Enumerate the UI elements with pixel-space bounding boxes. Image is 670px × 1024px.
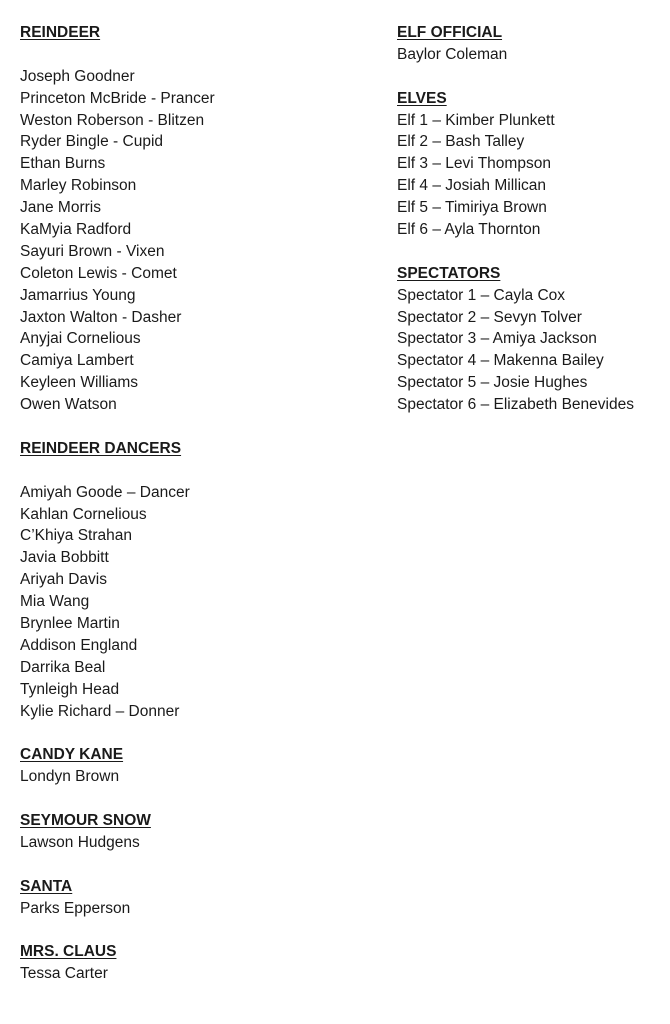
- right-column: [397, 22, 667, 416]
- member-name: Javia Bobbitt: [20, 549, 109, 567]
- section-heading: SEYMOUR SNOW: [20, 812, 151, 830]
- member-name: Keyleen Williams: [20, 374, 139, 392]
- member-name: C’Khiya Strahan: [20, 527, 133, 545]
- member-name: Brynlee Martin: [20, 615, 120, 633]
- member-name: Marley Robinson: [20, 177, 137, 195]
- member-name: Addison England: [20, 636, 138, 654]
- member-list: [20, 898, 380, 920]
- member-name: Camiya Lambert: [20, 352, 134, 370]
- member-name: Tessa Carter: [20, 965, 108, 983]
- member-name: Elf 5 – Timiriya Brown: [397, 199, 547, 217]
- section-heading: ELVES: [397, 89, 447, 107]
- section-heading: ELF OFFICIAL: [397, 24, 503, 41]
- member-name: Amiyah Goode – Dancer: [20, 483, 190, 501]
- section-heading: SPECTATORS: [397, 264, 501, 282]
- member-name: Kahlan Cornelious: [20, 505, 147, 523]
- member-name: Spectator 3 – Amiya Jackson: [397, 330, 597, 348]
- section-santa: [20, 876, 380, 920]
- member-name: Anyjai Cornelious: [20, 330, 141, 348]
- member-name: Spectator 5 – Josie Hughes: [397, 374, 588, 392]
- member-name: Spectator 6 – Elizabeth Benevides: [397, 396, 634, 414]
- member-name: Coleton Lewis - Comet: [20, 264, 177, 282]
- section-spectators: [397, 263, 667, 416]
- member-name: Joseph Goodner: [20, 67, 135, 85]
- member-name: Tynleigh Head: [20, 680, 120, 698]
- member-name: Spectator 1 – Cayla Cox: [397, 286, 566, 304]
- section-heading: REINDEER: [20, 24, 101, 41]
- member-name: Baylor Coleman: [397, 45, 508, 63]
- section-candy-kane: [20, 744, 380, 788]
- member-name: Sayuri Brown - Vixen: [20, 242, 165, 260]
- member-name: Elf 3 – Levi Thompson: [397, 155, 551, 173]
- member-name: Darrika Beal: [20, 658, 106, 676]
- member-list: [397, 285, 667, 416]
- section-reindeer: [20, 22, 380, 416]
- member-name: Elf 4 – Josiah Millican: [397, 177, 547, 195]
- member-name: Weston Roberson - Blitzen: [20, 111, 205, 129]
- member-name: Jaxton Walton - Dasher: [20, 308, 182, 326]
- section-reindeer-dancers: [20, 438, 380, 723]
- member-list: [20, 963, 380, 985]
- section-seymour-snow: [20, 810, 380, 854]
- member-name: Mia Wang: [20, 593, 90, 611]
- member-list: [20, 482, 380, 723]
- section-elves: [397, 88, 667, 241]
- member-name: Elf 2 – Bash Talley: [397, 133, 525, 151]
- member-name: Parks Epperson: [20, 899, 131, 917]
- member-list: [20, 766, 380, 788]
- member-name: Spectator 4 – Makenna Bailey: [397, 352, 604, 370]
- member-name: Ryder Bingle - Cupid: [20, 133, 164, 151]
- left-column: [20, 22, 380, 985]
- member-name: Princeton McBride - Prancer: [20, 89, 215, 107]
- section-elf-official: [397, 22, 667, 66]
- section-heading: SANTA: [20, 877, 73, 895]
- member-name: Ariyah Davis: [20, 571, 107, 589]
- member-name: Lawson Hudgens: [20, 833, 140, 851]
- section-heading: CANDY KANE: [20, 746, 124, 764]
- section-heading: MRS. CLAUS: [20, 943, 117, 961]
- member-list: [397, 44, 667, 66]
- member-name: Londyn Brown: [20, 768, 120, 786]
- member-name: Jane Morris: [20, 199, 101, 217]
- member-name: Elf 6 – Ayla Thornton: [397, 221, 541, 239]
- member-name: Spectator 2 – Sevyn Tolver: [397, 308, 582, 326]
- member-list: [20, 832, 380, 854]
- member-name: KaMyia Radford: [20, 221, 132, 239]
- section-mrs-claus: [20, 941, 380, 985]
- member-name: Ethan Burns: [20, 155, 106, 173]
- member-name: Jamarrius Young: [20, 286, 136, 304]
- member-name: Kylie Richard – Donner: [20, 702, 180, 720]
- member-name: Owen Watson: [20, 396, 117, 414]
- member-list: [397, 110, 667, 241]
- section-heading: REINDEER DANCERS: [20, 439, 182, 457]
- member-list: [20, 66, 380, 416]
- member-name: Elf 1 – Kimber Plunkett: [397, 111, 555, 129]
